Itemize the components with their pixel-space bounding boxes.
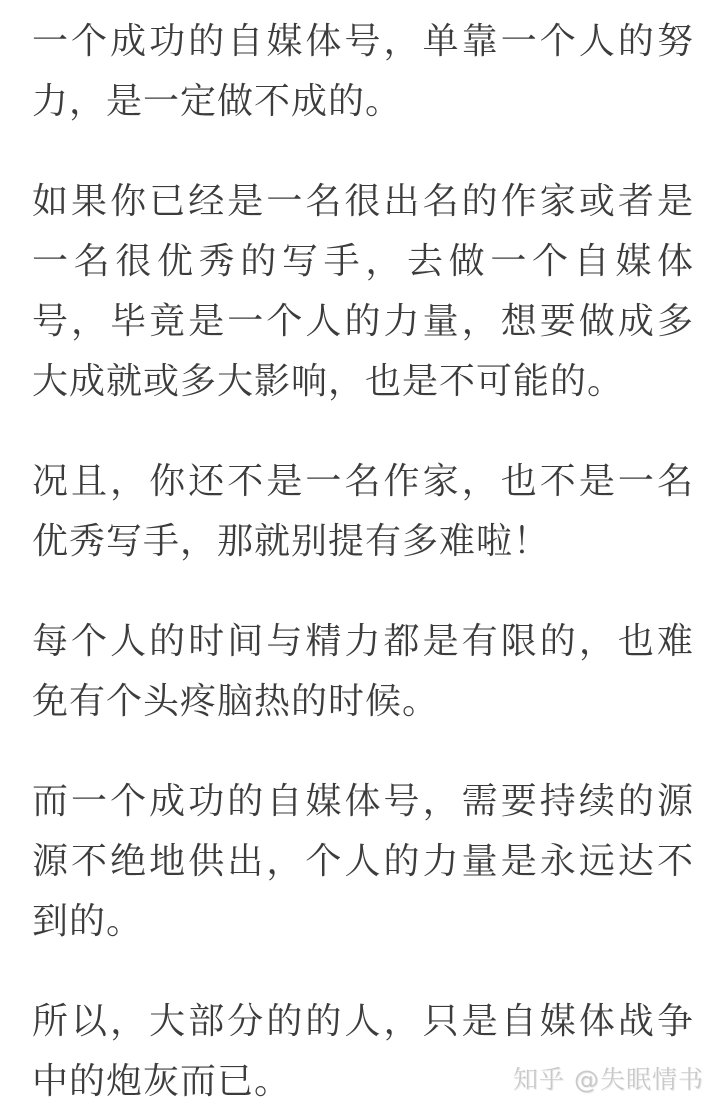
paragraph: 如果你已经是一名很出名的作家或者是一名很优秀的写手，去做一个自媒体号，毕竟是一个人的力量，想要做成多大成就或多大影响，也是不可能的。 bbox=[32, 181, 694, 402]
paragraph: 一个成功的自媒体号，单靠一个人的努力，是一定做不成的。 bbox=[32, 21, 694, 122]
paragraph: 每个人的时间与精力都是有限的，也难免有个头疼脑热的时候。 bbox=[32, 621, 694, 722]
paragraph: 所以，大部分的的人，只是自媒体战争中的炮灰而已。 bbox=[32, 1001, 694, 1102]
paragraph: 而一个成功的自媒体号，需要持续的源源不绝地供出，个人的力量是永远达不到的。 bbox=[32, 781, 694, 942]
zhihu-watermark: 知乎 @失眠情书 bbox=[513, 1065, 704, 1094]
paragraph: 况且，你还不是一名作家，也不是一名优秀写手，那就别提有多难啦！ bbox=[32, 461, 694, 562]
